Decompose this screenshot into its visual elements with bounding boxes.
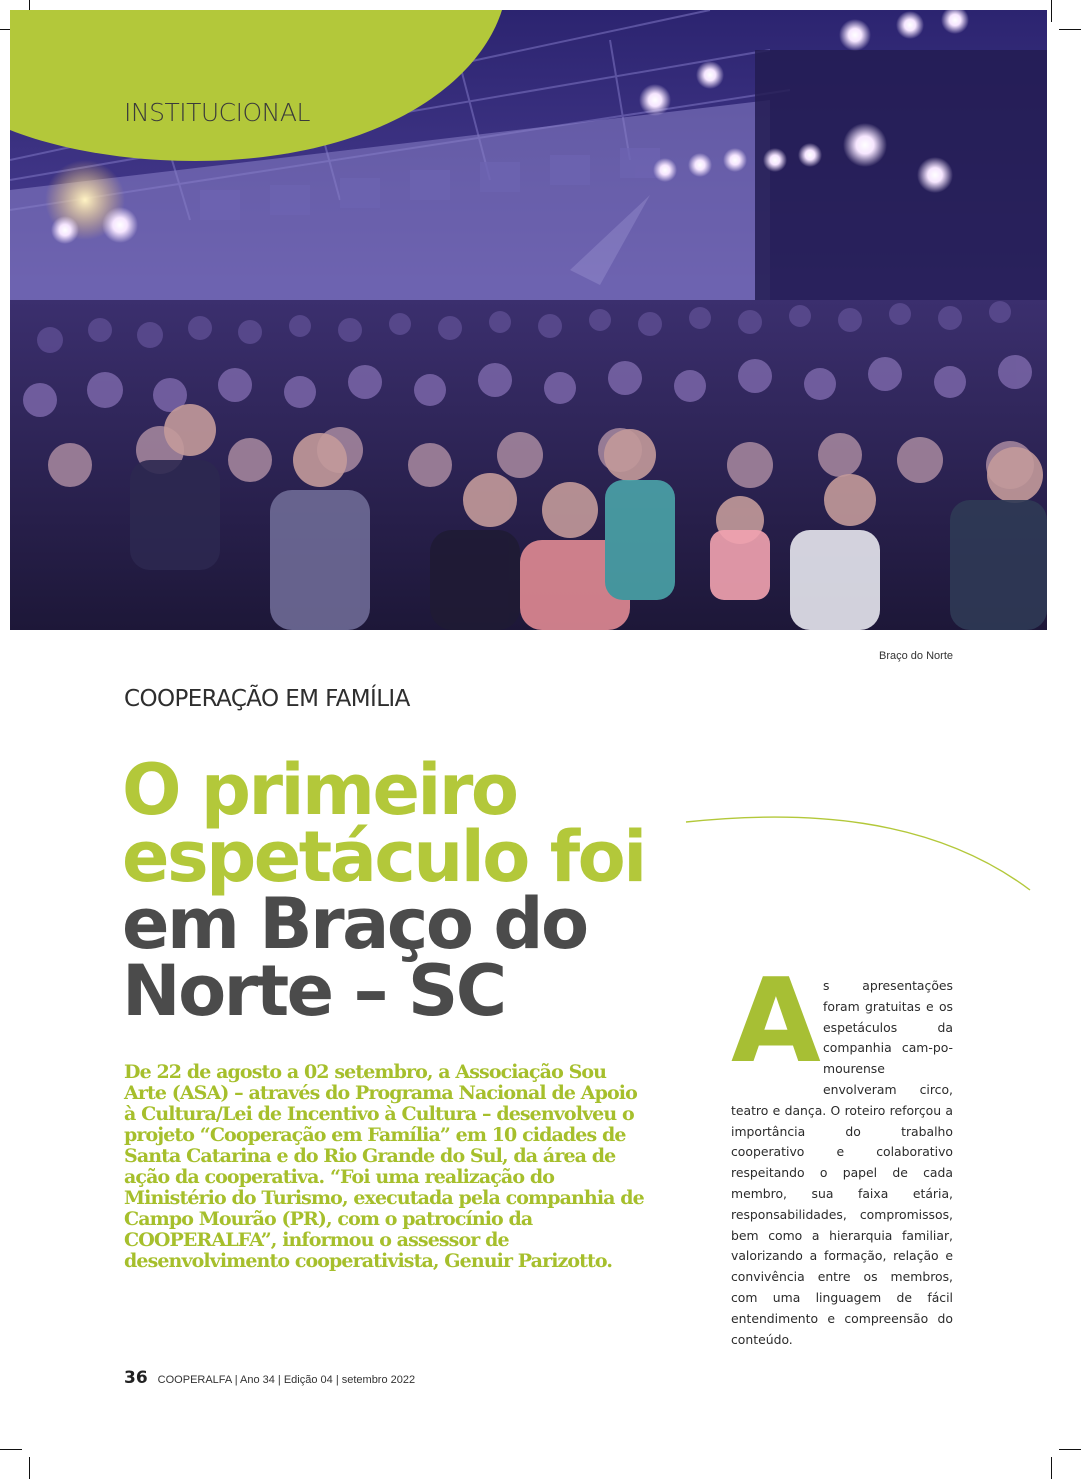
headline [122,749,682,1032]
section-tag: INSTITUCIONAL [124,98,310,127]
kicker: COOPERAÇÃO EM FAMÍLIA [124,686,410,712]
crop-mark [1051,0,1052,22]
headline-line: Norte – SC [122,950,505,1032]
crop-mark [1051,1457,1052,1479]
lead-paragraph: De 22 de agosto a 02 setembro, a Associação Sou Arte (ASA) – através do Programa Nacional de Apoio à Cultura/Lei de Incentivo à Cultura – desenvolveu o projeto “Cooperação em Família” em 10 cidades de Santa Catarina e do Rio Grande do Sul, da área de ação da cooperativa. “Foi uma realização do Ministério do Turismo, executada pela companhia de Campo Mourão (PR), com o patrocínio da COOPERALFA”, informou o assessor de desenvolvimento cooperativista, Genuir Parizotto. [124,1061,644,1272]
body-column [731,954,953,1350]
photo-credit: Braço do Norte [879,650,953,662]
headline-line: O primeiro [122,749,517,831]
body-text: s apresentações foram gratuitas e os espetáculos da companhia cam-po-mourense envolveram circo, teatro e dança. O roteiro reforçou a importância do trabalho cooperativo e colaborativo respeitando o papel de cada membro, sua faixa etária, responsabilidades, compromissos, bem como a hierarquia familiar, valorizando a formação, relação e convivência entre os membros, com uma linguagem de fácil entendimento e compreensão do conteúdo. [731,978,953,1347]
crop-mark [1059,1449,1081,1450]
crop-mark [1059,29,1081,30]
crop-mark [0,1449,22,1450]
publication-info: COOPERALFA | Ano 34 | Edição 04 | setembro 2022 [157,1374,416,1386]
drop-cap: A [731,954,821,1089]
crop-mark [29,1457,30,1479]
footer-folio [124,1368,415,1388]
headline-line: em Braço do [122,883,587,965]
page-number: 36 [124,1368,148,1388]
headline-line: espetáculo foi [122,816,645,898]
